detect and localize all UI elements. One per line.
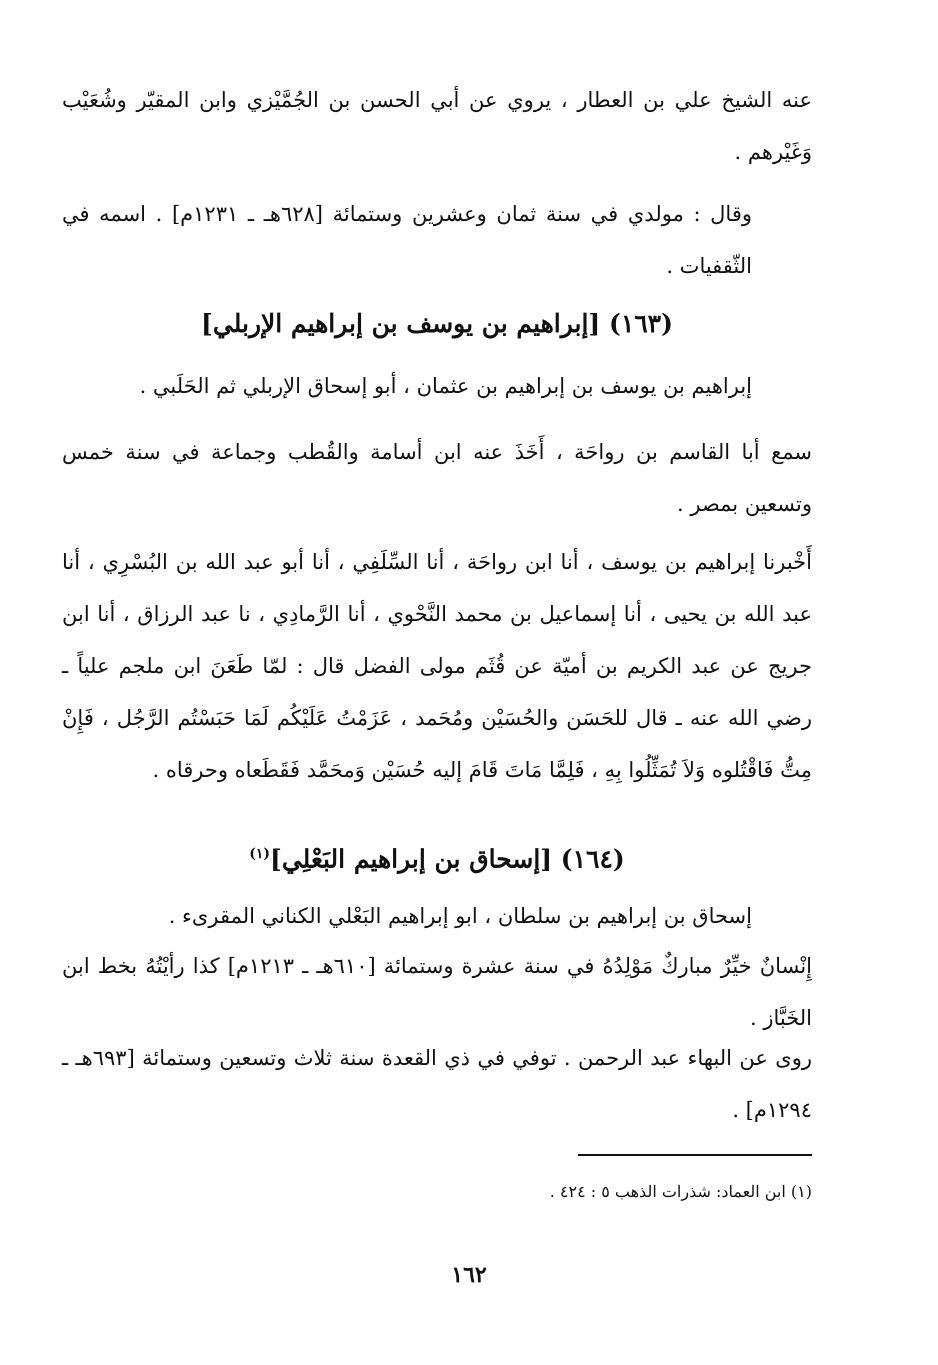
prev-entry-block xyxy=(62,74,812,178)
entry-163-block-1 xyxy=(62,360,752,412)
prev-entry-paragraph-2: وقال : مولدي في سنة ثمان وعشرين وستمائة [٦٢٨هـ ـ ١٢٣١م] . اسمه في الثّقفيات . xyxy=(62,202,752,278)
entry-163-block-2 xyxy=(62,426,812,530)
entry-164-paragraph-3: روى عن البهاء عبد الرحمن . توفي في ذي القعدة سنة ثلاث وتسعين وستمائة [٦٩٣هـ ـ ١٢٩٤م] . xyxy=(62,1046,812,1122)
prev-entry-paragraph-1: عنه الشيخ علي بن العطار ، يروي عن أبي الحسن بن الجُمَّيْزي وابن المقيّر وشُعَيْب وَغَيْرهم . xyxy=(62,88,812,164)
entry-164-heading-text: (١٦٤) [إسحاق بن إبراهيم البَعْلِي] xyxy=(270,844,625,874)
prev-entry-block-2 xyxy=(62,188,752,292)
footnote-divider xyxy=(578,1154,812,1156)
entry-163-block-3 xyxy=(62,536,812,796)
entry-164-block-3 xyxy=(62,1032,812,1136)
footnote-text: (١) ابن العماد: شذرات الذهب ٥ : ٤٢٤ . xyxy=(549,1182,812,1201)
entry-164-paragraph-1: إسحاق بن إبراهيم بن سلطان ، ابو إبراهيم البَعْلي الكناني المقرىء . xyxy=(168,904,752,928)
entry-164-block-1 xyxy=(62,890,752,942)
footnote-marker: (١) xyxy=(249,846,270,862)
entry-164-block-2 xyxy=(62,940,812,1044)
entry-163-paragraph-1: إبراهيم بن يوسف بن إبراهيم بن عثمان ، أبو إسحاق الإربلي ثم الحَلَبي . xyxy=(139,374,752,398)
page-number: ١٦٢ xyxy=(451,1262,487,1288)
entry-163-paragraph-2: سمع أبا القاسم بن رواحَة ، أَخَذَ عنه ابن أسامة والقُطب وجماعة في سنة خمس وتسعين بمصر . xyxy=(62,440,812,516)
entry-163-paragraph-3: أَخْبرنا إبراهيم بن يوسف ، أنا ابن رواحَة ، أنا السِّلَفِي ، أنا أبو عبد الله بن البُسْرِي ، أنا عبد الله بن يحيى ، أنا إسماعيل بن محمد النَّحْوي ، أنا الرَّمادِي ، نا عبد الرزاق ، أنا ابن جريج عن عبد الكريم بن أميّة عن قُثَم مولى الفضل قال : لمّا طَعَنَ ابن ملجم علياً ـ رضي الله عنه ـ قال للحَسَن والحُسَيْن ومُحَمد ، عَزَمْتُ عَلَيْكُم لَمَا حَبَسْتُم الرَّجُل ، فَإِنْ مِتُّ فَاقْتُلوه وَلاَ تُمَثِّلُوا بِهِ ، فَلِمَّا مَاتَ قَامَ إليه حُسَيْن وَمحَمَّد فَقَطَعاه وحرقاه . xyxy=(62,550,812,782)
entry-163-heading: (١٦٣) [إبراهيم بن يوسف بن إبراهيم الإربلي] xyxy=(201,309,673,338)
entry-164-paragraph-2: إِنْسانٌ خيِّرٌ مباركٌ مَوْلِدُهُ في سنة عشرة وستمائة [٦١٠هـ ـ ١٢١٣م] كذا رأيْتُهُ بخط ابن الخَبَّاز . xyxy=(62,954,812,1030)
entry-164-heading xyxy=(62,834,812,879)
